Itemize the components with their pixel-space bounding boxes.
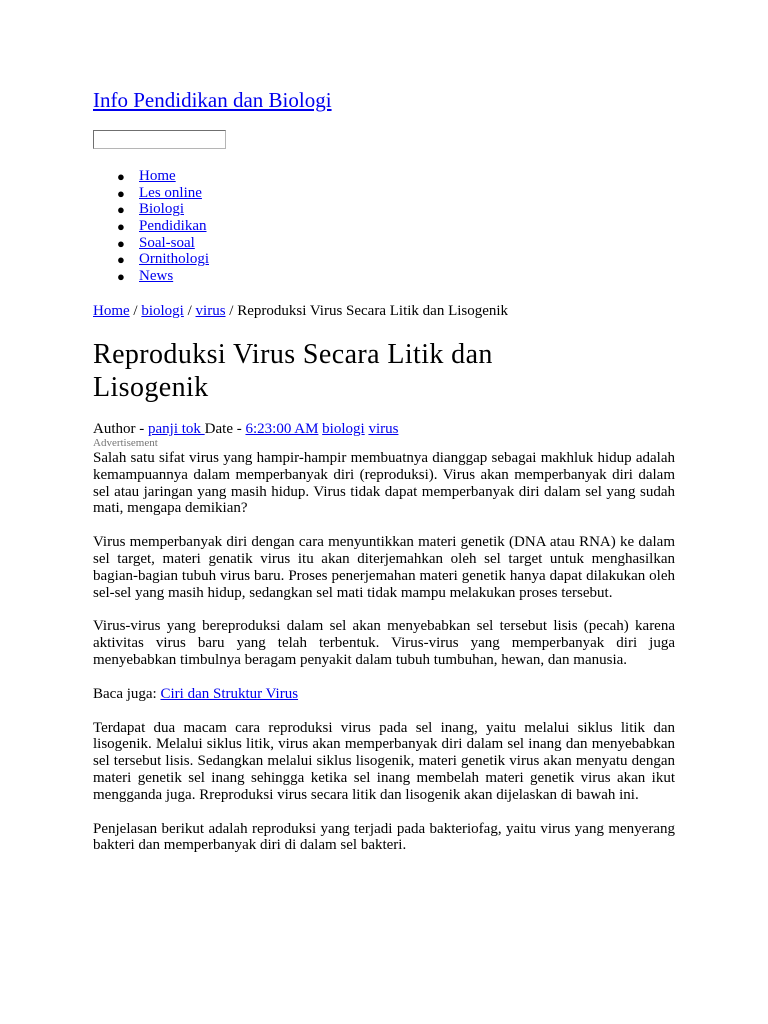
bullet-icon: ●: [117, 252, 125, 268]
bullet-icon: ●: [117, 219, 125, 235]
nav-link-pendidikan[interactable]: Pendidikan: [139, 218, 207, 235]
breadcrumb-separator: /: [225, 303, 238, 319]
site-title-link[interactable]: Info Pendidikan dan Biologi: [93, 88, 332, 112]
nav-link-ornithologi[interactable]: Ornithologi: [139, 251, 209, 268]
nav-item-home: [93, 168, 209, 185]
main-nav: [93, 168, 209, 285]
nav-link-biologi[interactable]: Biologi: [139, 201, 185, 218]
post-time-link[interactable]: 6:23:00 AM: [245, 421, 319, 437]
bullet-icon: ●: [117, 169, 125, 184]
nav-item-pendidikan: [93, 218, 209, 235]
label-biologi-link[interactable]: biologi: [322, 421, 365, 437]
bullet-icon: ●: [117, 269, 125, 285]
post-meta: [93, 420, 398, 438]
breadcrumb: [93, 302, 508, 320]
paragraph: Penjelasan berikut adalah reproduksi yang terjadi pada bakteriofag, yaitu virus yang menyerang bakteri dan memperbanyak diri di dalam sel bakteri.: [93, 820, 675, 854]
bullet-icon: ●: [117, 235, 125, 251]
post-body: [93, 450, 675, 871]
label-virus-link[interactable]: virus: [368, 421, 399, 437]
breadcrumb-virus-link[interactable]: virus: [195, 303, 226, 319]
nav-link-news[interactable]: News: [139, 268, 174, 285]
nav-link-soal-soal[interactable]: Soal-soal: [139, 234, 195, 251]
paragraph: Terdapat dua macam cara reproduksi virus pada sel inang, yaitu melalui siklus litik dan lisogenik. Melalui siklus litik, virus akan memperbanyak diri dalam sel inang dan menyebabkan sel tersebut lisis. Sedangkan melalui siklus lisogenik, materi genetik virus akan menyatu dengan materi genetik sel inang sehingga ketika sel inang membelah materi genetik virus akan ikut mengganda juga. Rreproduksi virus secara litik dan lisogenik akan dijelaskan di bawah ini.: [93, 719, 675, 803]
nav-item-news: [93, 268, 209, 285]
advertisement-label: Advertisement: [93, 437, 158, 449]
paragraph: Salah satu sifat virus yang hampir-hampir membuatnya dianggap sebagai makhluk hidup adalah kemampuannya dalam memperbanyak diri (reproduksi). Virus akan memperbanyak diri dalam sel atau jaringan yang masih hidup. Virus tidak dapat memperbanyak diri dalam sel yang sudah mati, mengapa demikian?: [93, 450, 675, 517]
nav-link-les-online[interactable]: Les online: [139, 184, 202, 201]
paragraph: Virus-virus yang bereproduksi dalam sel akan menyebabkan sel tersebut lisis (pecah) karena aktivitas virus baru yang telah terbentuk. Virus-virus yang memperbanyak diri juga menyebabkan timbulnya beragam penyakit dalam tubuh tumbuhan, hewan, dan manusia.: [93, 618, 675, 668]
read-also-link[interactable]: Ciri dan Struktur Virus: [160, 685, 299, 702]
nav-item-ornithologi: [93, 251, 209, 268]
nav-item-les-online: [93, 185, 209, 202]
breadcrumb-current: Reproduksi Virus Secara Litik dan Lisogenik: [237, 303, 509, 319]
site-title: [93, 88, 332, 113]
read-also-prefix: Baca juga:: [93, 685, 161, 702]
paragraph: Virus memperbanyak diri dengan cara menyuntikkan materi genetik (DNA atau RNA) ke dalam sel target, materi genatik virus itu akan diterjemahkan oleh sel target untuk menghasilkan bagian-bagian tubuh virus baru. Proses penerjemahan materi genetik hanya dapat dilakukan oleh sel-sel yang masih hidup, sedangkan sel mati tidak mampu melakukan proses tersebut.: [93, 534, 675, 601]
search-input[interactable]: [93, 130, 226, 149]
breadcrumb-biologi-link[interactable]: biologi: [141, 303, 184, 319]
nav-link-home[interactable]: Home: [139, 168, 176, 184]
author-link[interactable]: panji tok: [148, 421, 205, 437]
breadcrumb-home-link[interactable]: Home: [93, 303, 130, 319]
nav-item-soal-soal: [93, 235, 209, 252]
breadcrumb-separator: /: [183, 303, 196, 319]
read-also: [93, 686, 675, 703]
nav-item-biologi: [93, 201, 209, 218]
bullet-icon: ●: [117, 185, 125, 201]
breadcrumb-separator: /: [129, 303, 142, 319]
date-prefix: Date -: [204, 421, 246, 437]
bullet-icon: ●: [117, 202, 125, 218]
author-prefix: Author -: [93, 421, 148, 437]
post-title: Reproduksi Virus Secara Litik dan Lisogenik: [93, 339, 493, 403]
